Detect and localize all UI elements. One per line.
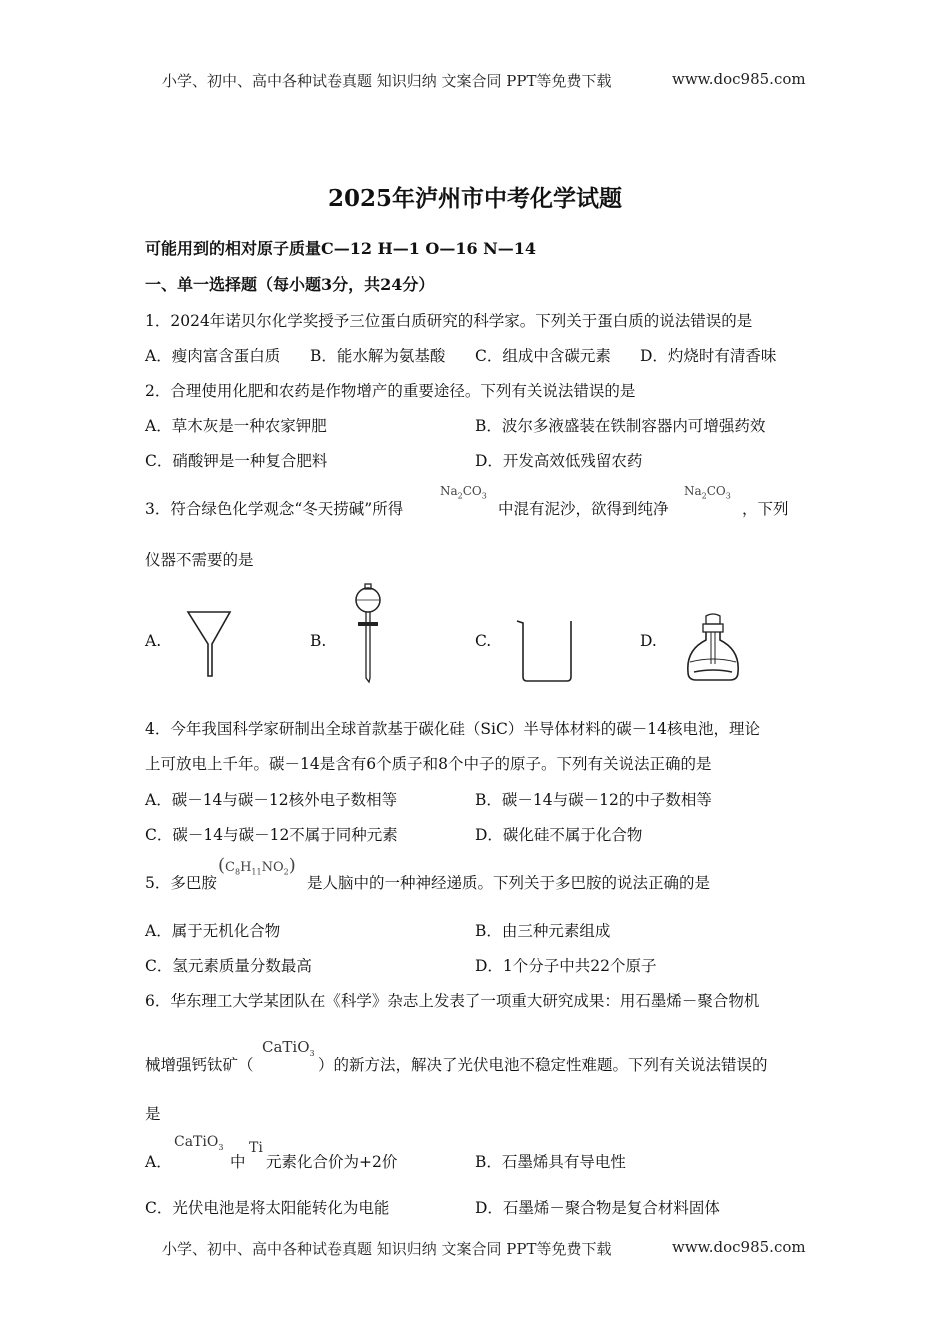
q3-stem-part1: 3．符合绿色化学观念“冬天捞碱”所得 (145, 500, 404, 518)
q6-option-a-formula: CaTiO$_3$ (174, 1134, 224, 1152)
q6-option-a-tail: 元素化合价为+2价 (266, 1153, 398, 1171)
q1-stem: 1．2024年诺贝尔化学奖授予三位蛋白质研究的科学家。下列关于蛋白质的说法错误的是 (145, 312, 753, 330)
q1-option-c: C．组成中含碳元素 (475, 347, 611, 365)
q5-option-c: C．氢元素质量分数最高 (145, 957, 312, 975)
q3-option-c: C. (475, 632, 492, 650)
atomic-masses: 可能用到的相对原子质量C—12 H—1 O—16 N—14 (145, 239, 537, 258)
q5-option-b: B．由三种元素组成 (475, 922, 611, 940)
page-header (162, 70, 612, 91)
q4-option-c: C．碳－14与碳－12不属于同种元素 (145, 826, 398, 844)
q6-stem-line2-part1: 械增强钙钛矿（ (145, 1056, 254, 1074)
header-url[interactable]: www.doc985.com (672, 70, 806, 88)
q4-stem-line2: 上可放电上千年。碳－14是含有6个质子和8个中子的原子。下列有关说法正确的是 (145, 755, 712, 773)
q3-stem-part2: 中混有泥沙，欲得到纯净 (498, 500, 669, 518)
separatory-funnel-drawing (348, 582, 388, 684)
q2-option-d: D．开发高效低残留农药 (475, 452, 643, 470)
q3-formula-2: $Na_2CO_3$ (684, 484, 731, 501)
q3-stem-part3: ，下列 (742, 500, 789, 518)
q6-stem-line1: 6．华东理工大学某团队在《科学》杂志上发表了一项重大研究成果：用石墨烯－聚合物机 (145, 992, 760, 1010)
q2-option-c: C．硝酸钾是一种复合肥料 (145, 452, 328, 470)
funnel-drawing (184, 608, 234, 680)
q6-option-c: C．光伏电池是将太阳能转化为电能 (145, 1199, 390, 1217)
q3-option-a: A. (145, 632, 162, 650)
q4-option-b: B．碳－14与碳－12的中子数相等 (475, 791, 712, 809)
alcohol-lamp-drawing (682, 612, 744, 686)
beaker-drawing (515, 617, 577, 685)
q1-option-b: B．能水解为氨基酸 (310, 347, 446, 365)
header-text: 小学、初中、高中各种试卷真题 知识归纳 文案合同 PPT等免费下载 (162, 72, 612, 90)
q6-stem-line3: 是 (145, 1105, 161, 1123)
q3-option-b: B. (310, 632, 327, 650)
q3-option-d: D. (640, 632, 657, 650)
q6-option-a-ti: Ti (249, 1140, 263, 1156)
q6-option-a-mid: 中 (230, 1153, 246, 1171)
q5-stem-part1: 5．多巴胺 (145, 874, 217, 892)
footer-text: 小学、初中、高中各种试卷真题 知识归纳 文案合同 PPT等免费下载 (162, 1240, 612, 1258)
q4-option-a: A．碳－14与碳－12核外电子数相等 (145, 791, 398, 809)
q4-option-d: D．碳化硅不属于化合物 (475, 826, 643, 844)
q3-stem-line2: 仪器不需要的是 (145, 551, 254, 569)
q6-option-b: B．石墨烯具有导电性 (475, 1153, 626, 1171)
q2-stem: 2．合理使用化肥和农药是作物增产的重要途径。下列有关说法错误的是 (145, 382, 636, 400)
q3-formula-1: $Na_2CO_3$ (440, 484, 487, 501)
q6-option-d: D．石墨烯－聚合物是复合材料固体 (475, 1199, 720, 1217)
q6-formula-1: CaTiO$_3$ (262, 1038, 315, 1058)
q6-option-a-label: A． (145, 1153, 172, 1171)
q5-stem-part2: 是人脑中的一种神经递质。下列关于多巴胺的说法正确的是 (307, 874, 711, 892)
footer-url[interactable]: www.doc985.com (672, 1238, 806, 1256)
section-heading: 一、单一选择题（每小题3分，共24分） (145, 275, 435, 294)
q5-formula: $(C_8H_{11}NO_2)$ (218, 855, 296, 877)
page-footer (162, 1238, 612, 1259)
q2-option-b: B．波尔多液盛装在铁制容器内可增强药效 (475, 417, 766, 435)
q5-option-a: A．属于无机化合物 (145, 922, 281, 940)
q6-stem-line2-part2: ）的新方法，解决了光伏电池不稳定性难题。下列有关说法错误的 (318, 1056, 768, 1074)
q4-stem-line1: 4．今年我国科学家研制出全球首款基于碳化硅（SiC）半导体材料的碳－14核电池，理论 (145, 720, 761, 738)
page-title: 2025年泸州市中考化学试题 (327, 185, 622, 212)
q1-option-d: D．灼烧时有清香味 (640, 347, 777, 365)
q2-option-a: A．草木灰是一种农家钾肥 (145, 417, 327, 435)
q5-option-d: D．1个分子中共22个原子 (475, 957, 657, 975)
q1-option-a: A．瘦肉富含蛋白质 (145, 347, 281, 365)
